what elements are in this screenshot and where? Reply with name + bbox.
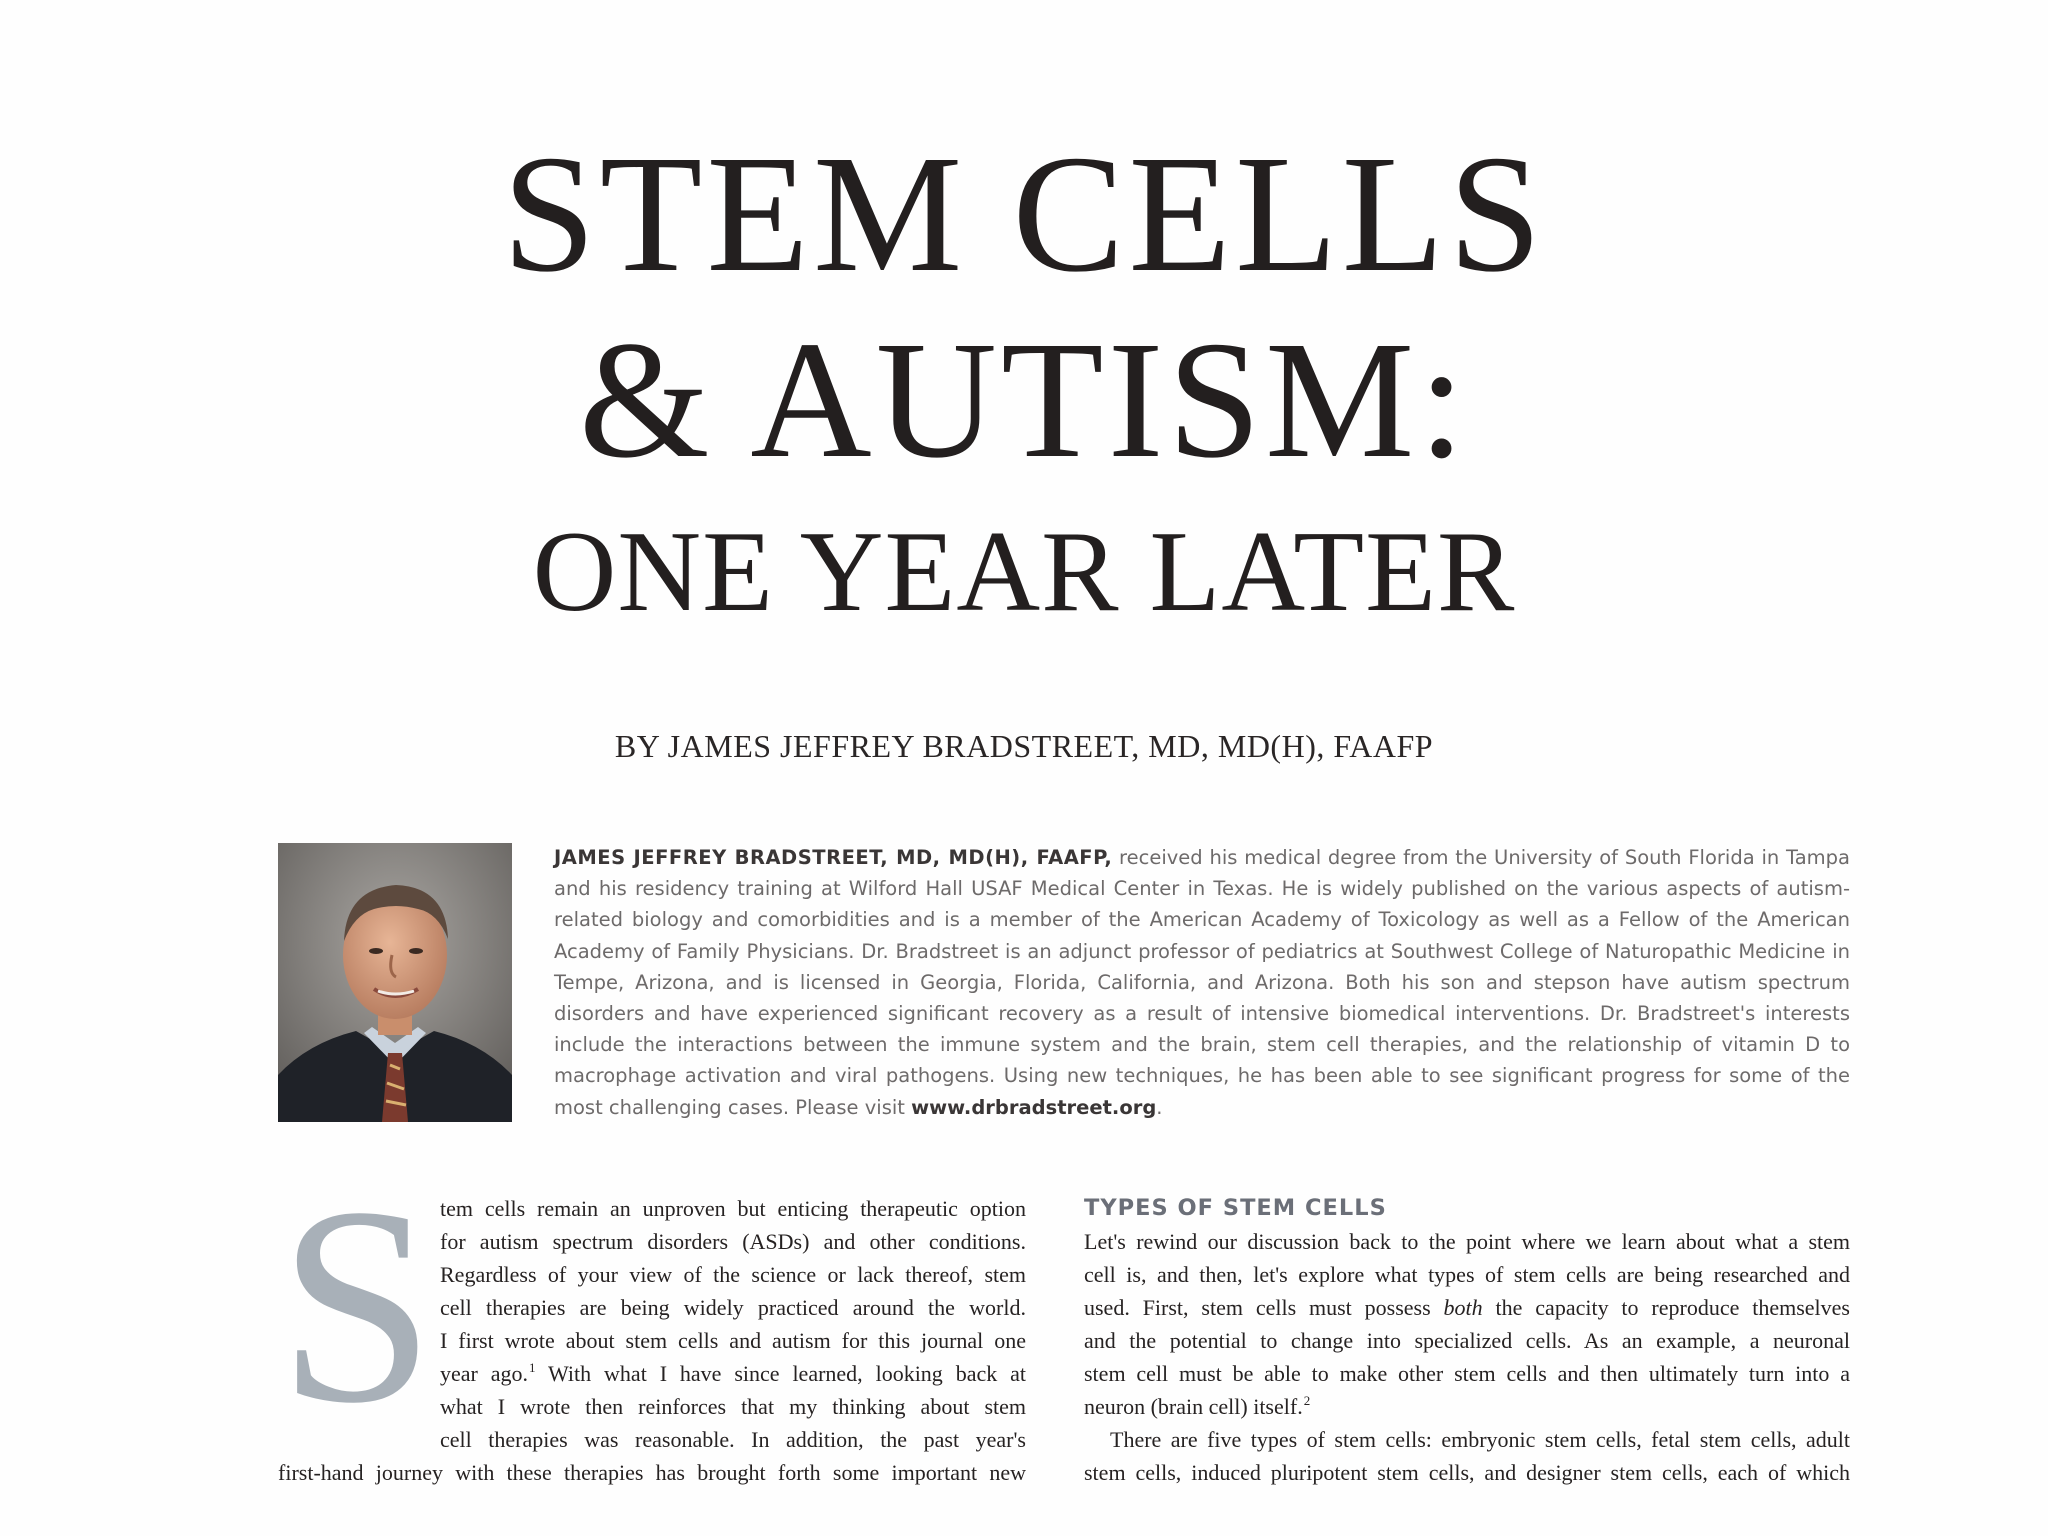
body-line: and the potential to change into specialized cells. As an example, a neuronal [1084,1328,1850,1353]
author-bio [554,842,1850,1123]
drop-cap: S [278,1149,435,1461]
body-line: stem cell must be able to make other stem cells and then ultimately turn into a [1084,1361,1850,1386]
body-line: first-hand journey with these therapies has brought forth some important new [278,1460,1026,1485]
bio-author-name: JAMES JEFFREY BRADSTREET, MD, MD(H), FAAFP, [554,846,1113,869]
body-line: I first wrote about stem cells and autism for this journal one [440,1328,1026,1353]
body-line [1084,1291,1850,1324]
article-left-column [278,1149,1027,1522]
body-line: for autism spectrum disorders (ASDs) and other conditions. [440,1229,1026,1254]
body-line [1084,1390,1850,1423]
body-line-text: neuron (brain cell) itself. [1084,1394,1303,1419]
body-line-text: With what I have since learned, looking back at [535,1361,1027,1386]
title-line-1: STEM CELLS [502,121,1546,307]
bio-text: received his medical degree from the University of South Florida in Tampa and his residency training at Wilford Hall USAF Medical Center in Texas. He is widely published on the various aspects of autism-related biology and comorbidities and is a member of the American Academy of Toxicology as well as a Fellow of the American Academy of Family Physicians. Dr. Bradstreet is an adjunct professor of pediatrics at Southwest College of Naturopathic Medicine in Tempe, Arizona, and is licensed in Georgia, Florida, California, and Arizona. Both his son and stepson have autism spectrum disorders and have experienced significant recovery as a result of intensive biomedical interventions. Dr. Bradstreet's interests include the interactions between the immune system and the brain, stem cell therapies, and the relationship of vitamin D to macrophage activation and viral pathogens. Using new techniques, he has been able to see significant progress for some of the most challenging cases. Please visit [554,846,1850,1119]
body-line: tem cells remain an unproven but enticing therapeutic option [440,1196,1026,1221]
body-line: cell is, and then, let's explore what types of stem cells are being researched and [1084,1262,1850,1287]
body-line [440,1357,1026,1390]
section-heading: TYPES OF STEM CELLS [1084,1195,1387,1221]
body-line: cell therapies are being widely practiced around the world. [440,1295,1026,1320]
byline: BY JAMES JEFFREY BRADSTREET, MD, MD(H), FAAFP [614,728,1434,764]
article-right-column [1084,1192,1850,1489]
body-line-text: used. First, stem cells must possess [1084,1295,1444,1320]
body-line-text: year ago. [440,1361,529,1386]
bio-end: . [1156,1095,1163,1119]
title-line-3: ONE YEAR LATER [532,508,1516,636]
article-title [0,121,2048,644]
title-line-2: & AUTISM: [578,307,1470,493]
bio-website-link[interactable]: www.drbradstreet.org [911,1095,1157,1119]
emphasis-text: both [1443,1295,1483,1320]
footnote-marker: 2 [1303,1393,1311,1408]
body-line: what I wrote then reinforces that my thinking about stem [440,1394,1026,1419]
left-column-lines [440,1192,1026,1456]
body-line: Regardless of your view of the science or lack thereof, stem [440,1262,1026,1287]
body-line: Let's rewind our discussion back to the point where we learn about what a stem [1084,1229,1850,1254]
body-line: cell therapies was reasonable. In addition, the past year's [440,1427,1026,1452]
footnote-marker: 1 [529,1360,536,1375]
author-photo [278,843,512,1122]
body-line: There are five types of stem cells: embryonic stem cells, fetal stem cells, adult [1110,1427,1850,1452]
body-line-text: the capacity to reproduce themselves [1482,1295,1850,1320]
body-line: stem cells, induced pluripotent stem cells, and designer stem cells, each of which [1084,1460,1850,1485]
